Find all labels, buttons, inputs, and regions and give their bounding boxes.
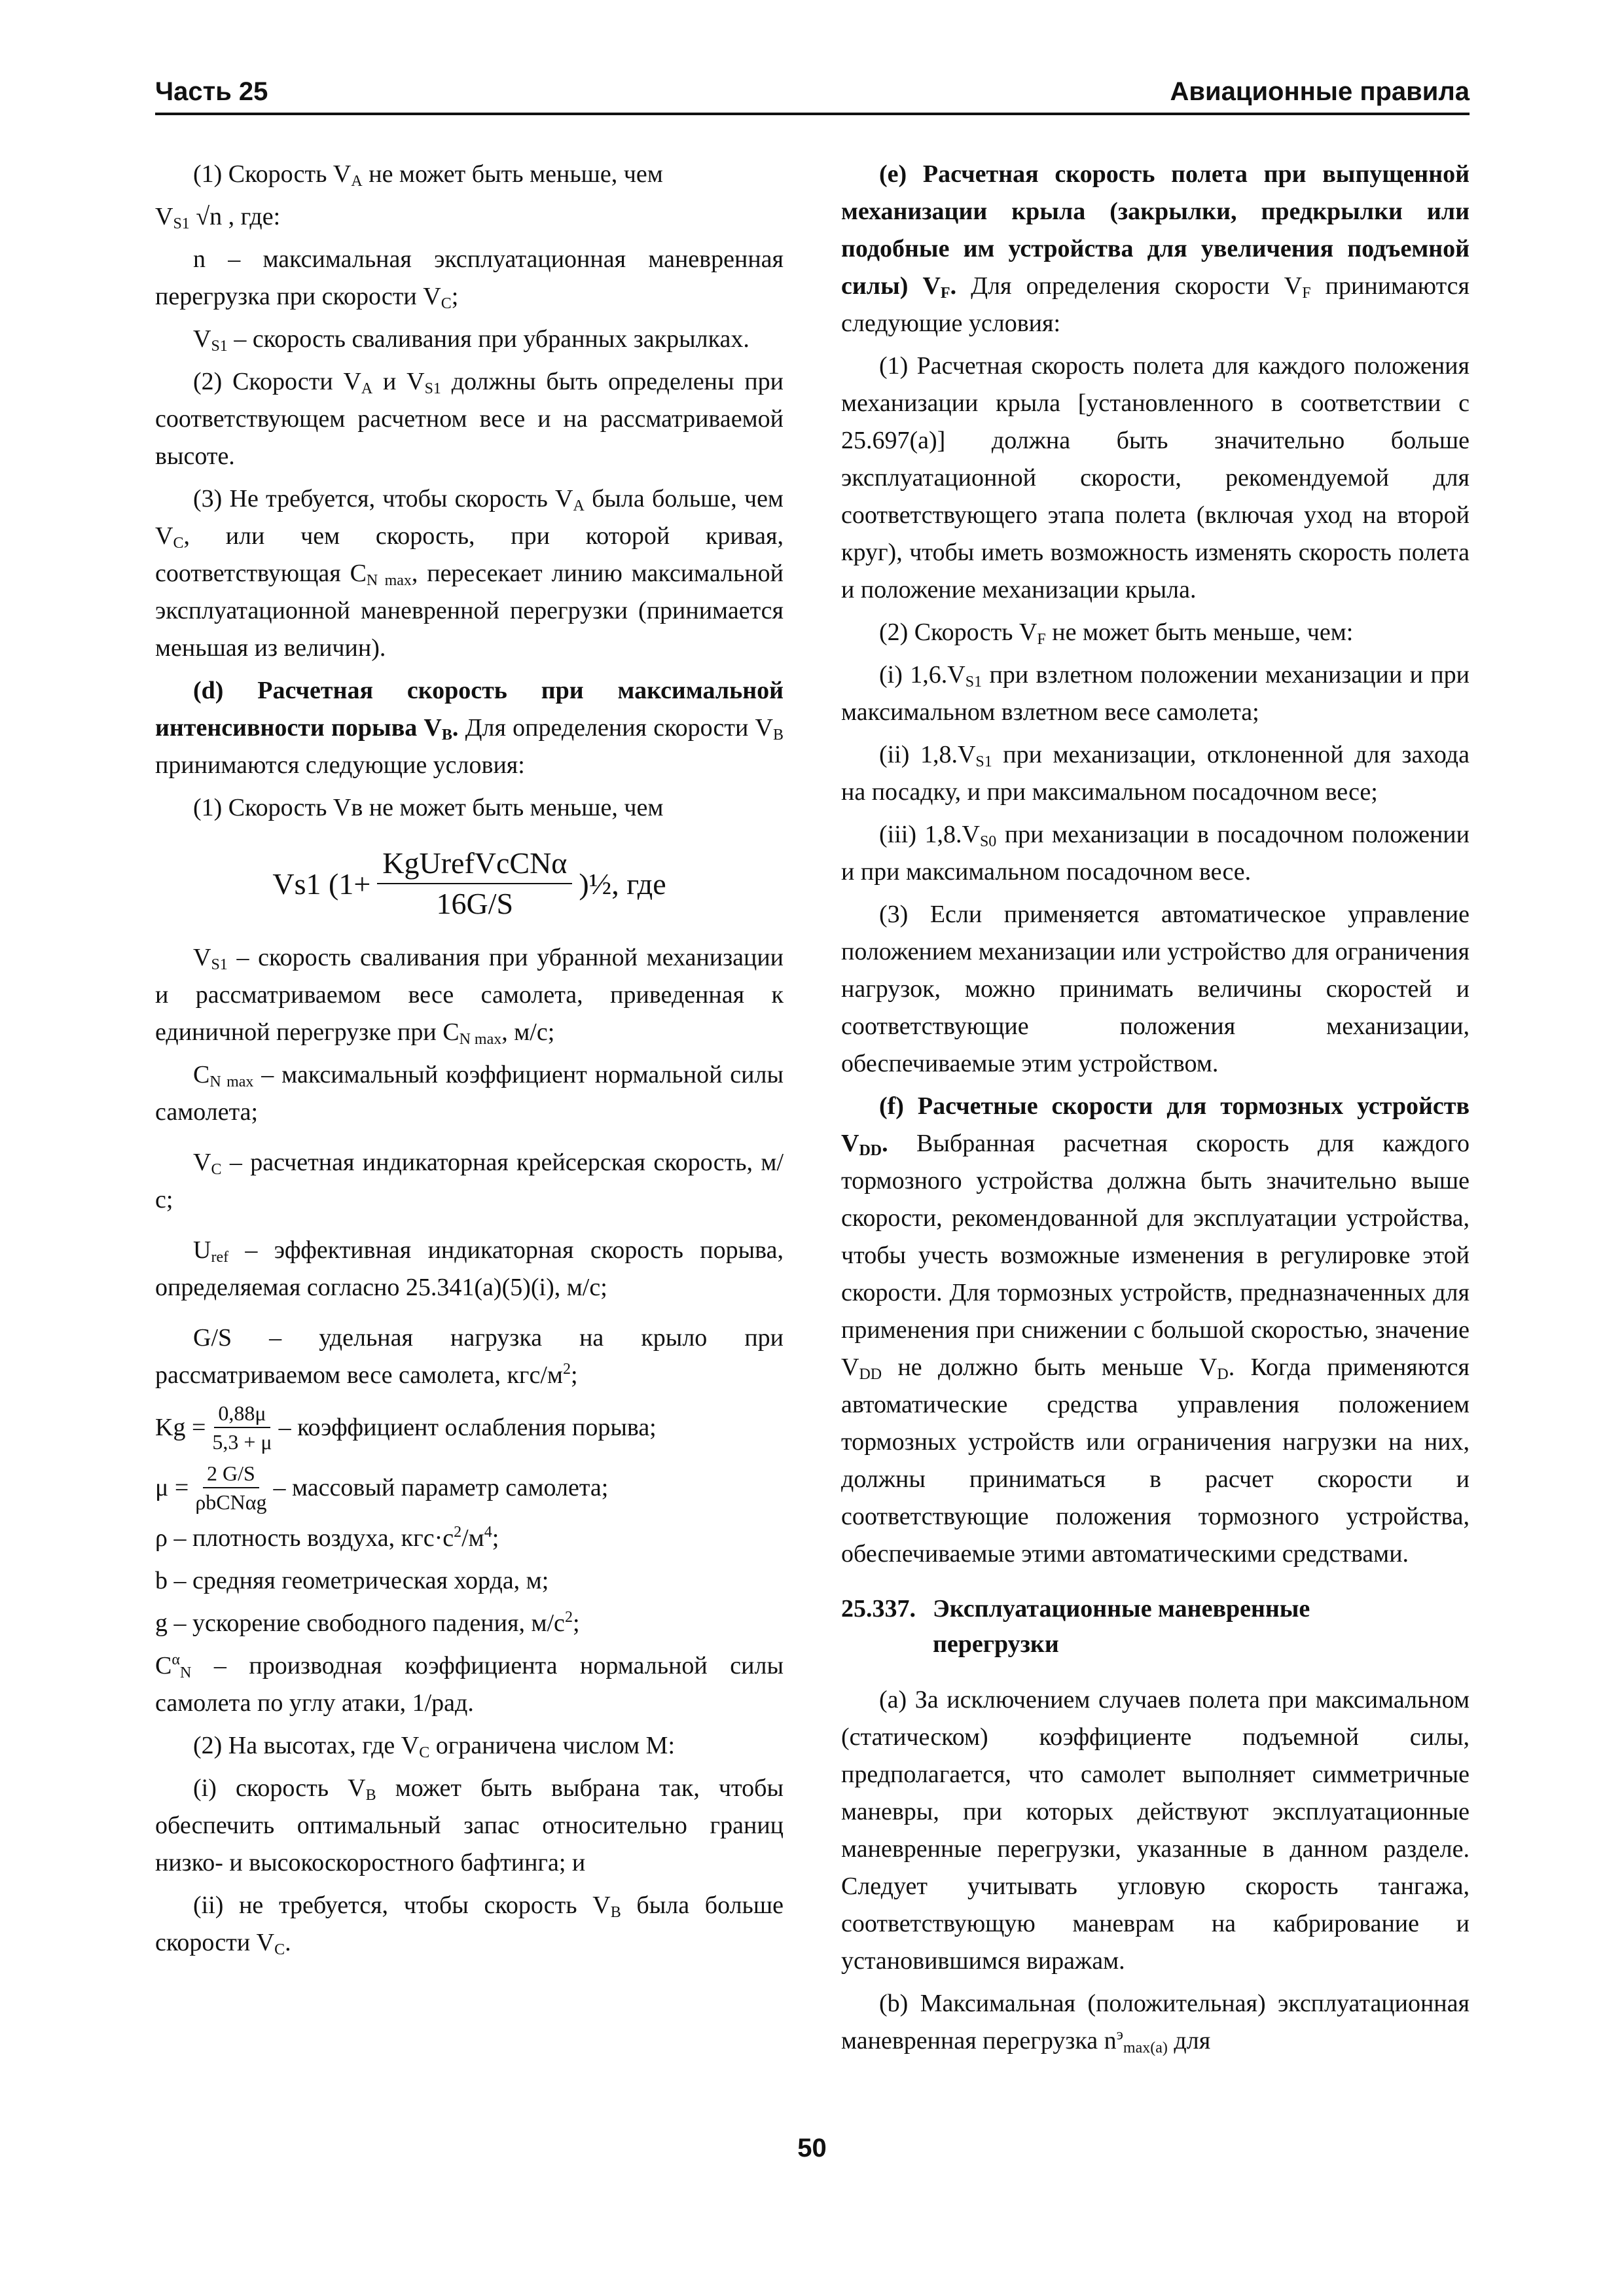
formula-lead: Vs1 (1+ xyxy=(272,867,371,901)
paragraph-a: (а) За исключением случаев полета при максимальном (статическом) коэффициенте подъемной силы, предполагается, что самолет выполняет симметричные маневры, при которых действуют эксплуатационные маневренные перегрузки, указанные в данном разделе. Следует учитывать угловую скорость тангажа, соответствующую маневрам на кабрирование и установившимся виражам. xyxy=(841,1686,1470,1975)
paragraph-2b: (2) На высотах, где $V_C$ ограничена числом M: xyxy=(193,1732,675,1761)
kg-equation xyxy=(155,1399,784,1456)
kg-numerator: 0,88μ xyxy=(214,1399,270,1428)
formula-denominator: 16G/S xyxy=(436,887,514,920)
section-title-line2: перегрузки xyxy=(933,1630,1059,1658)
paragraph-cn-def: $C_{N max}$ – максимальный коэффициент нормальной силы самолета; xyxy=(155,1061,784,1126)
paragraph-vs1b-def: $V_{S1}$ – скорость сваливания при убранной механизации и рассматриваемом весе самолета, приведенная к единичной перегрузке при $C_{N max}$, м/с; xyxy=(155,944,784,1048)
paragraph-e: (e) Расчетная скорость полета при выпущенной механизации крыла (закрылки, предкрылки или подобные им устройства для увеличения подъемной силы) $V_F$. Для определения скорости $V_F$ принимаются следующие условия: xyxy=(841,160,1470,337)
formula-numerator: KgUrefVcCNα xyxy=(377,844,572,884)
paragraph-uref-def: $U_{ref}$ – эффективная индикаторная скорость порыва, определяемая согласно 25.341(а)(5)(i), м/с; xyxy=(155,1236,784,1301)
kg-fraction xyxy=(208,1399,276,1456)
paragraph-2: (2) Скорости $V_A$ и $V_{S1}$ должны быть определены при соответствующем расчетном весе и на рассматриваемой высоте. xyxy=(155,368,784,470)
paragraph-vc-def: $V_C$ – расчетная индикаторная крейсерская скорость, м/с; xyxy=(155,1149,784,1213)
kg-lhs: Kg = xyxy=(155,1413,206,1441)
paragraph-e3: (3) Если применяется автоматическое управление положением механизации или устройство для ограничения нагрузок, можно принимать величины скоростей и соответствующие положения механизации, обеспечиваемые этим устройством. xyxy=(841,901,1470,1077)
paragraph-gs-def: G/S – удельная нагрузка на крыло при рассматриваемом весе самолета, кгс/$м^2$; xyxy=(155,1324,784,1389)
paragraph-n-def: n – максимальная эксплуатационная маневренная перегрузка при скорости $V_C$; xyxy=(155,245,784,312)
paragraph-eii: (ii) $1,8.V_{S1}$ при механизации, отклоненной для захода на посадку, и при максимальном посадочном весе; xyxy=(841,741,1470,806)
section-title-line1: Эксплуатационные маневренные xyxy=(933,1595,1310,1623)
left-column xyxy=(155,156,784,1967)
paragraph-rho-def: ρ – плотность воздуха, $кгс\cdot с^2/м^4$; xyxy=(155,1524,499,1552)
paragraph-va-formula: $V_{S1}$ √n , где: xyxy=(155,203,281,232)
kg-denominator: 5,3 + μ xyxy=(212,1430,272,1454)
header-title: Авиационные правила xyxy=(1170,77,1470,106)
paragraph-d1: (1) Скорость Vв не может быть меньше, чем xyxy=(193,794,664,821)
mu-denominator: ρbCNαg xyxy=(195,1490,267,1514)
paragraph-e2: (2) Скорость $V_F$ не может быть меньше, чем: xyxy=(879,619,1354,648)
paragraph-vs1-def: $V_{S1}$ – скорость сваливания при убранных закрылках. xyxy=(193,325,749,355)
paragraph-cna-def: $C^\alpha_N$ – производная коэффициента нормальной силы самолета по углу атаки, 1/рад. xyxy=(155,1651,784,1717)
header-part: Часть 25 xyxy=(155,77,268,106)
paragraph-e1: (1) Расчетная скорость полета для каждого положения механизации крыла [установленного в соответствии с 25.697(а)] должна быть значительно больше эксплуатационной скорости, рекомендуемой для соответствующего этапа полета (включая уход на второй круг), чтобы иметь возможность изменять скорость полета и положение механизации крыла. xyxy=(841,352,1470,603)
paragraph-ii: (ii) не требуется, чтобы скорость $V_B$ была больше скорости $V_C$. xyxy=(155,1892,784,1958)
paragraph-b-def: b – средняя геометрическая хорда, м; xyxy=(155,1567,549,1594)
mu-lhs: μ = xyxy=(155,1473,189,1501)
mu-equation xyxy=(155,1460,784,1516)
section-heading-25-337 xyxy=(841,1591,1470,1662)
paragraph-i: (i) скорость $V_B$ может быть выбрана так, чтобы обеспечить оптимальный запас относительно границ низко- и высокоскоростного бафтинга; и xyxy=(155,1774,784,1876)
paragraph-ei: (i) $1,6.V_{S1}$ при взлетном положении механизации и при максимальном взлетном весе самолета; xyxy=(841,661,1470,726)
paragraph-va-min: (1) Скорость $V_A$ не может быть меньше, чем xyxy=(193,160,663,190)
mu-description: – массовый параметр самолета; xyxy=(273,1473,609,1501)
paragraph-f: (f) Расчетные скорости для тормозных устройств $V_{DD}$. Выбранная расчетная скорость для каждого тормозного устройства должна быть значительно выше скорости, рекомендованной для эксплуатации устройства, чтобы учесть возможные изменения в регулировке этой скорости. Для тормозных устройств, предназначенных для применения при снижении с большой скоростью, значение $V_{DD}$ не должно быть меньше $V_D$. Когда применяются автоматические средства управления положением тормозных устройств или ограничения нагрузки на них, должны приниматься в расчет скорости и соответствующие положения тормозного устройства, обеспечиваемые этими автоматическими средствами. xyxy=(841,1092,1470,1568)
formula-fraction xyxy=(377,844,572,924)
paragraph-eiii: (iii) $1,8.V_{S0}$ при механизации в посадочном положении и при максимальном посадочном весе. xyxy=(841,821,1470,886)
paragraph-g-def: g – ускорение свободного падения, $м/с^2$; xyxy=(155,1609,580,1637)
page-number: 50 xyxy=(797,2134,827,2162)
gust-speed-formula xyxy=(155,844,784,924)
paragraph-d: (d) Расчетная скорость при максимальной интенсивности порыва $V_B$. Для определения скорости $V_B$ принимаются следующие условия: xyxy=(155,677,784,779)
mu-numerator: 2 G/S xyxy=(203,1460,259,1488)
paragraph-3: (3) Не требуется, чтобы скорость $V_A$ была больше, чем $V_C$, или чем скорость, при которой кривая, соответствующая $C_{N max}$, пересекает линию максимальной эксплуатационной маневренной перегрузки (принимается меньшая из величин). xyxy=(155,485,784,662)
section-number: 25.337. xyxy=(841,1595,916,1623)
header-divider xyxy=(155,113,1470,115)
right-column xyxy=(841,156,1470,2065)
formula-tail: )½, где xyxy=(579,867,666,901)
kg-description: – коэффициент ослабления порыва; xyxy=(278,1413,657,1441)
paragraph-b: (b) Максимальная (положительная) эксплуатационная маневренная перегрузка $n^э_{max(a)}$ для xyxy=(841,1990,1470,2056)
mu-fraction xyxy=(191,1460,270,1516)
